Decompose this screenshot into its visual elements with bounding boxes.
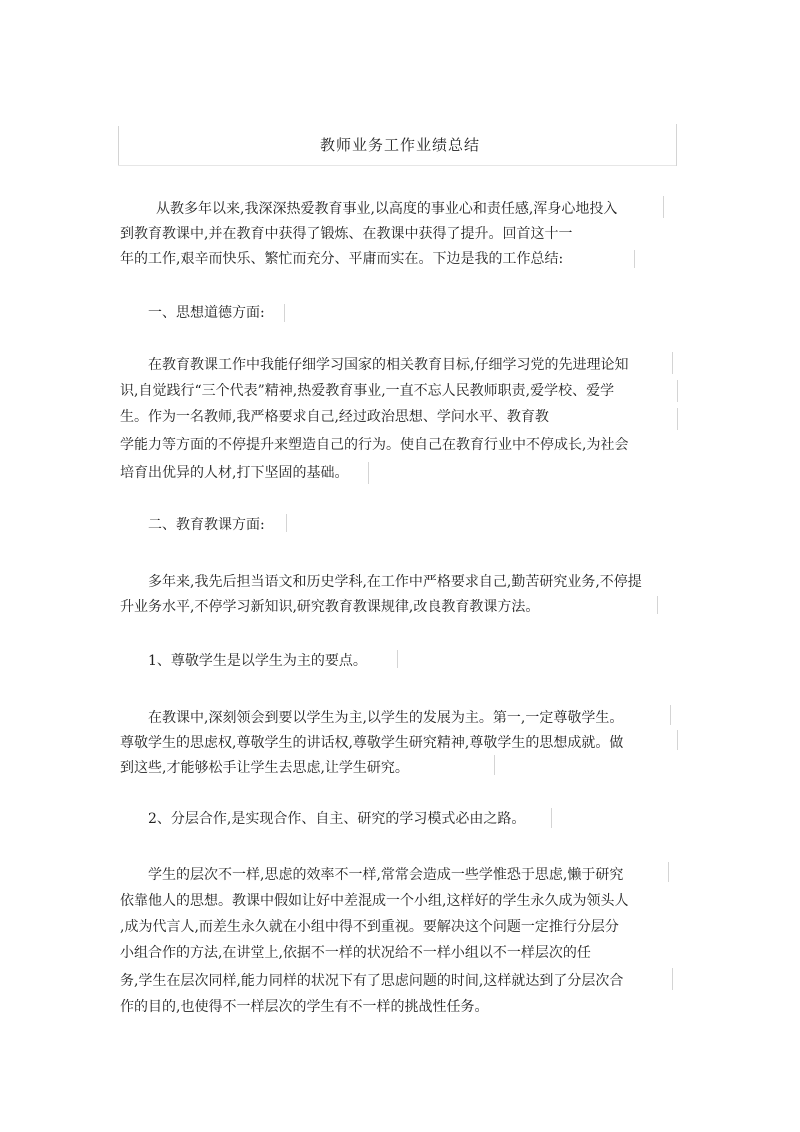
text-line: 到这些,才能够松手让学生去思虑,让学生研究。 — [120, 760, 409, 776]
frame-line — [118, 165, 676, 166]
text-line: ,成为代言人,而差生永久就在小组中得不到重视。要解决这个问题一定推行分层分 — [120, 919, 619, 935]
text-line: 作的目的,也使得不一样层次的学生有不一样的挑战性任务。 — [120, 999, 489, 1015]
frame-line — [663, 196, 664, 218]
frame-line — [677, 730, 678, 750]
section-heading: 二、教育教课方面: — [148, 517, 265, 533]
text-line: 年的工作,艰辛而快乐、繁忙而充分、平庸而实在。下边是我的工作总结: — [120, 251, 564, 267]
text-line: 在教课中,深刻领会到要以学生为主,以学生的发展为主。第一,一定尊敬学生。 — [148, 710, 624, 726]
text-line: 识,自觉践行“三个代表”精神,热爱教育事业,一直不忘人民教师职责,爱学校、爱学 — [120, 383, 615, 399]
subsection-heading: 1、尊敬学生是以学生为主的要点。 — [148, 653, 367, 669]
frame-line — [657, 596, 658, 614]
text-line: 生。作为一名教师,我严格要求自己,经过政治思想、学问水平、教育教 — [120, 409, 549, 425]
frame-line — [286, 514, 287, 532]
frame-line — [672, 352, 673, 374]
text-line: 在教育教课工作中我能仔细学习国家的相关教育目标,仔细学习党的先进理论知 — [148, 357, 629, 373]
frame-line — [668, 862, 669, 882]
section-heading: 一、思想道德方面: — [148, 305, 265, 321]
frame-line — [677, 380, 678, 402]
frame-line — [670, 705, 671, 725]
text-line: 学能力等方面的不停提升来塑造自己的行为。使自己在教育行业中不停成长,为社会 — [120, 437, 629, 453]
text-line: 务,学生在层次同样,能力同样的状况下有了思虑问题的时间,这样就达到了分层次合 — [120, 973, 624, 989]
text-line: 尊敬学生的思虑权,尊敬学生的讲话权,尊敬学生研究精神,尊敬学生的思想成就。做 — [120, 735, 624, 751]
frame-line — [634, 250, 635, 268]
text-line: 依靠他人的思想。教课中假如让好中差混成一个小组,这样好的学生永久成为领头人 — [120, 893, 629, 909]
text-line: 学生的层次不一样,思虑的效率不一样,常常会造成一些学惟恐于思虑,懒于研究 — [148, 867, 624, 883]
subsection-heading: 2、分层合作,是实现合作、自主、研究的学习模式必由之路。 — [148, 811, 526, 827]
text-line: 到教育教课中,并在教育中获得了锻炼、在教课中获得了提升。回首这十一 — [120, 226, 573, 242]
frame-line — [672, 968, 673, 990]
frame-line — [677, 408, 678, 430]
frame-line — [284, 304, 285, 322]
frame-line — [368, 462, 369, 484]
frame-line — [397, 650, 398, 668]
text-line: 培育出优异的人材,打下坚固的基础。 — [120, 465, 349, 481]
document-title: 教师业务工作业绩总结 — [319, 136, 480, 154]
text-line: 多年来,我先后担当语文和历史学科,在工作中严格要求自己,勤苦研究业务,不停提 — [148, 574, 642, 590]
text-line: 小组合作的方法,在讲堂上,依据不一样的状况给不一样小组以不一样层次的任 — [120, 945, 591, 961]
frame-line — [494, 755, 495, 775]
frame-line — [551, 808, 552, 828]
text-line: 从教多年以来,我深深热爱教育事业,以高度的事业心和责任感,浑身心地投入 — [156, 201, 618, 217]
text-line: 升业务水平,不停学习新知识,研究教育教课规律,改良教育教课方法。 — [120, 599, 540, 615]
